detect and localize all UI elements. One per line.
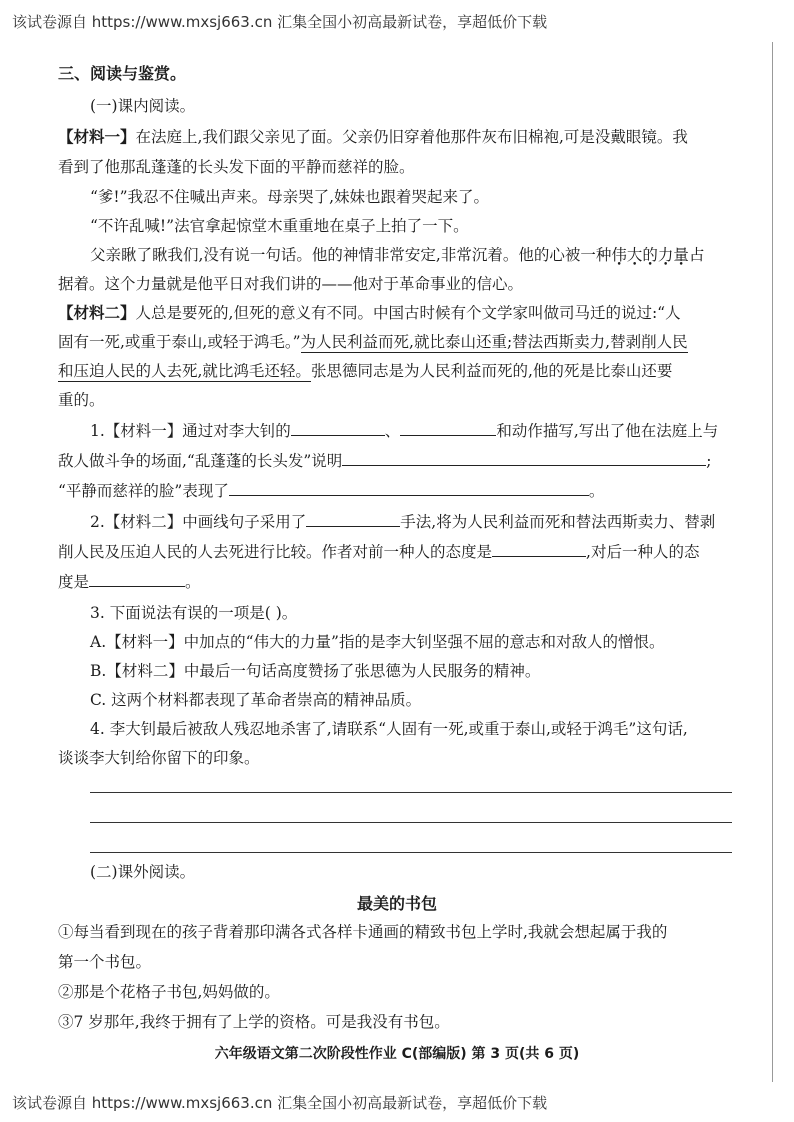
passage-para3: ③7 岁那年,我终于拥有了上学的资格。可是我没有书包。 (58, 1013, 450, 1031)
dotted-char: 力 (657, 246, 674, 264)
q1-text-b: 、 (384, 422, 401, 440)
underlined-sentence: 为人民利益而死,就比泰山还重;替法西斯卖力,替剥削人民 (300, 333, 688, 351)
material1-line4: “不许乱喊!”法官拿起惊堂木重重地在桌子上拍了一下。 (90, 217, 469, 235)
passage-para1-line1: ①每当看到现在的孩子背着那印满各式各样卡通画的精致书包上学时,我就会想起属于我的 (58, 923, 668, 941)
q1-text-a: 1.【材料一】通过对李大钊的 (90, 422, 291, 440)
material1-line2: 看到了他那乱蓬蓬的长头发下面的平静而慈祥的脸。 (58, 158, 415, 176)
page-footer: 六年级语文第二次阶段性作业 C(部编版) 第 3 页(共 6 页) (214, 1046, 580, 1062)
part2-heading: (二)课外阅读。 (90, 863, 196, 881)
material1-text5a: 父亲瞅了瞅我们,没有说一句话。他的神情非常安定,非常沉着。他的心被一种 (90, 246, 612, 264)
material1-line6: 据着。这个力量就是他平日对我们讲的——他对于革命事业的信心。 (58, 275, 524, 293)
answer-line[interactable] (90, 792, 732, 793)
q2-text-a: 2.【材料二】中画线句子采用了 (90, 513, 307, 531)
material1-line1 (58, 127, 688, 147)
q3-option-a[interactable]: A.【材料一】中加点的“伟大的力量”指的是李大钊坚强不屈的意志和对敌人的憎恨。 (90, 633, 665, 651)
q3-stem: 3. 下面说法有误的一项是( )。 (90, 604, 298, 622)
q1-text-d: 敌人做斗争的场面,“乱蓬蓬的长头发”说明 (58, 452, 343, 470)
q1-line1 (90, 421, 718, 441)
material2-text2a: 固有一死,或重于泰山,或轻于鸿毛。” (58, 333, 301, 351)
material2-text1: 人总是要死的,但死的意义有不同。中国古时候有个文学家叫做司马迁的说过:“人 (135, 304, 681, 322)
material2-line3 (58, 361, 672, 381)
material2-label: 【材料二】 (58, 304, 136, 322)
dotted-char: 伟 (611, 246, 627, 264)
q1-text-e: ; (706, 452, 712, 470)
q2-text-c: 削人民及压迫人民的人去死进行比较。作者对前一种人的态度是 (58, 543, 493, 561)
dotted-char: 的 (642, 246, 658, 264)
answer-blank[interactable] (229, 481, 589, 496)
page-edge (772, 42, 773, 1082)
dotted-char: 大 (626, 246, 643, 264)
q1-line3 (58, 481, 604, 501)
underlined-sentence: 和压迫人民的人去死,就比鸿毛还轻。 (58, 362, 311, 380)
answer-line[interactable] (90, 852, 732, 853)
q3-option-b[interactable]: B.【材料二】中最后一句话高度赞扬了张思德为人民服务的精神。 (90, 662, 541, 680)
dotted-char: 量 (673, 246, 689, 264)
material1-label: 【材料一】 (58, 128, 136, 146)
q1-text-f: “平静而慈祥的脸”表现了 (58, 482, 229, 500)
passage-para1-line2: 第一个书包。 (58, 953, 152, 971)
q2-line2 (58, 542, 699, 562)
q2-text-b: 手法,将为人民利益而死和替法西斯卖力、替剥 (400, 513, 716, 531)
q1-text-c: 和动作描写,写出了他在法庭上与 (496, 422, 719, 440)
q2-text-e: 度是 (58, 573, 90, 591)
passage-para2: ②那是个花格子书包,妈妈做的。 (58, 983, 280, 1001)
passage-title: 最美的书包 (356, 894, 437, 913)
material2-line2 (58, 332, 688, 352)
answer-blank[interactable] (492, 542, 586, 557)
q1-text-g: 。 (588, 482, 605, 500)
q2-line1 (90, 512, 715, 532)
q3-option-c[interactable]: C. 这两个材料都表现了革命者崇高的精神品质。 (90, 691, 422, 709)
q2-text-f: 。 (185, 573, 201, 591)
answer-blank[interactable] (89, 572, 185, 587)
q2-line3 (58, 572, 201, 592)
answer-blank[interactable] (291, 421, 385, 436)
q2-text-d: ,对后一种人的态 (586, 543, 700, 561)
answer-blank[interactable] (342, 451, 706, 466)
answer-blank[interactable] (306, 512, 400, 527)
section-heading: 三、阅读与鉴赏。 (58, 64, 187, 83)
material1-text5b: 占 (688, 246, 705, 264)
part1-heading: (一)课内阅读。 (90, 97, 196, 115)
q1-line2 (58, 451, 712, 471)
material1-line3: “爹!”我忍不住喊出声来。母亲哭了,妹妹也跟着哭起来了。 (90, 188, 490, 206)
q4-line1: 4. 李大钊最后被敌人残忍地杀害了,请联系“人固有一死,或重于泰山,或轻于鸿毛”这句话, (90, 720, 688, 738)
answer-line[interactable] (90, 822, 732, 823)
q4-line2: 谈谈李大钊给你留下的印象。 (58, 749, 260, 767)
material2-line1 (58, 303, 681, 323)
material2-text3b: 张思德同志是为人民利益而死的,他的死是比泰山还要 (310, 362, 673, 380)
answer-blank[interactable] (400, 421, 496, 436)
material2-line4: 重的。 (58, 391, 105, 409)
material1-line5 (90, 245, 704, 265)
material1-text1: 在法庭上,我们跟父亲见了面。父亲仍旧穿着他那件灰布旧棉袍,可是没戴眼镜。我 (135, 128, 688, 146)
top-banner: 该试卷源自 https://www.mxsj663.cn 汇集全国小初高最新试卷，享超低价下载 (12, 13, 548, 31)
bottom-banner: 该试卷源自 https://www.mxsj663.cn 汇集全国小初高最新试卷，享超低价下载 (12, 1094, 548, 1112)
